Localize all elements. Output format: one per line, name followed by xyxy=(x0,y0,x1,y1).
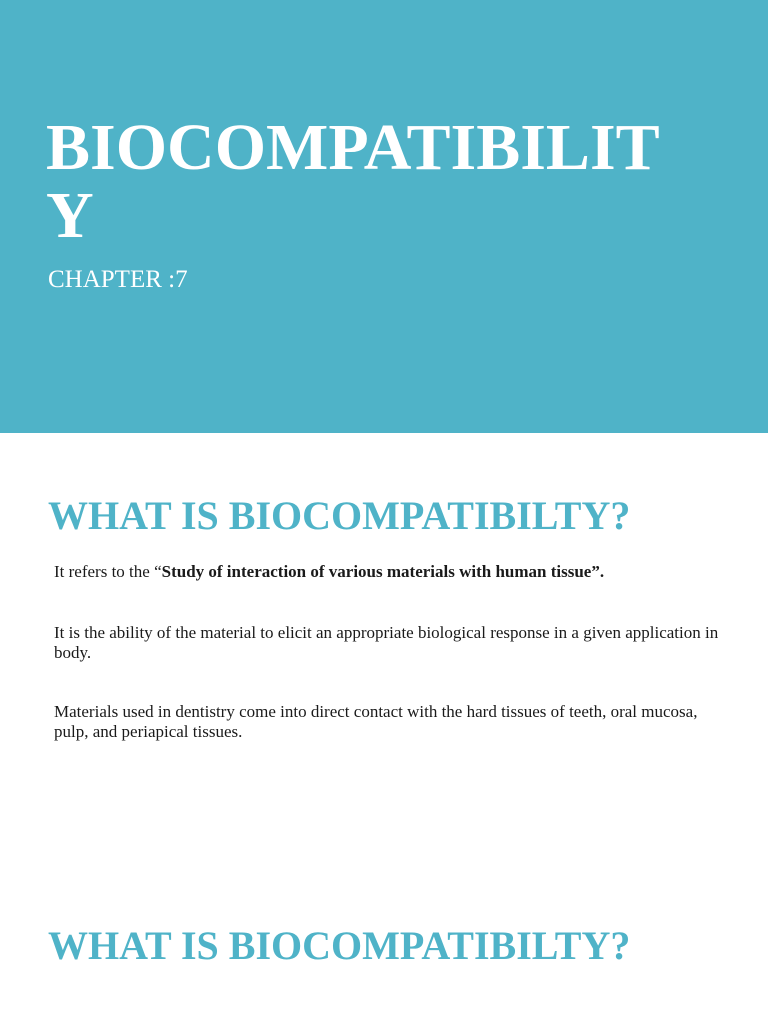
paragraph-definition-bold: Study of interaction of various materials with human tissue”. xyxy=(161,562,605,581)
title-slide xyxy=(0,0,768,433)
content-slide xyxy=(0,433,768,1024)
section-heading: WHAT IS BIOCOMPATIBILTY? xyxy=(48,493,631,538)
paragraph-definition xyxy=(54,562,734,582)
next-slide-heading: WHAT IS BIOCOMPATIBILTY? xyxy=(48,923,631,968)
paragraph-ability: It is the ability of the material to elicit an appropriate biological response in a given application in body. xyxy=(54,623,719,662)
paragraph-definition-prefix: It refers to the “ xyxy=(54,562,162,581)
slide-title: BIOCOMPATIBILITY xyxy=(46,111,660,252)
paragraph-materials: Materials used in dentistry come into direct contact with the hard tissues of teeth, oral mucosa, pulp, and periapical tissues. xyxy=(54,702,698,741)
slide-subtitle: CHAPTER :7 xyxy=(48,266,188,293)
